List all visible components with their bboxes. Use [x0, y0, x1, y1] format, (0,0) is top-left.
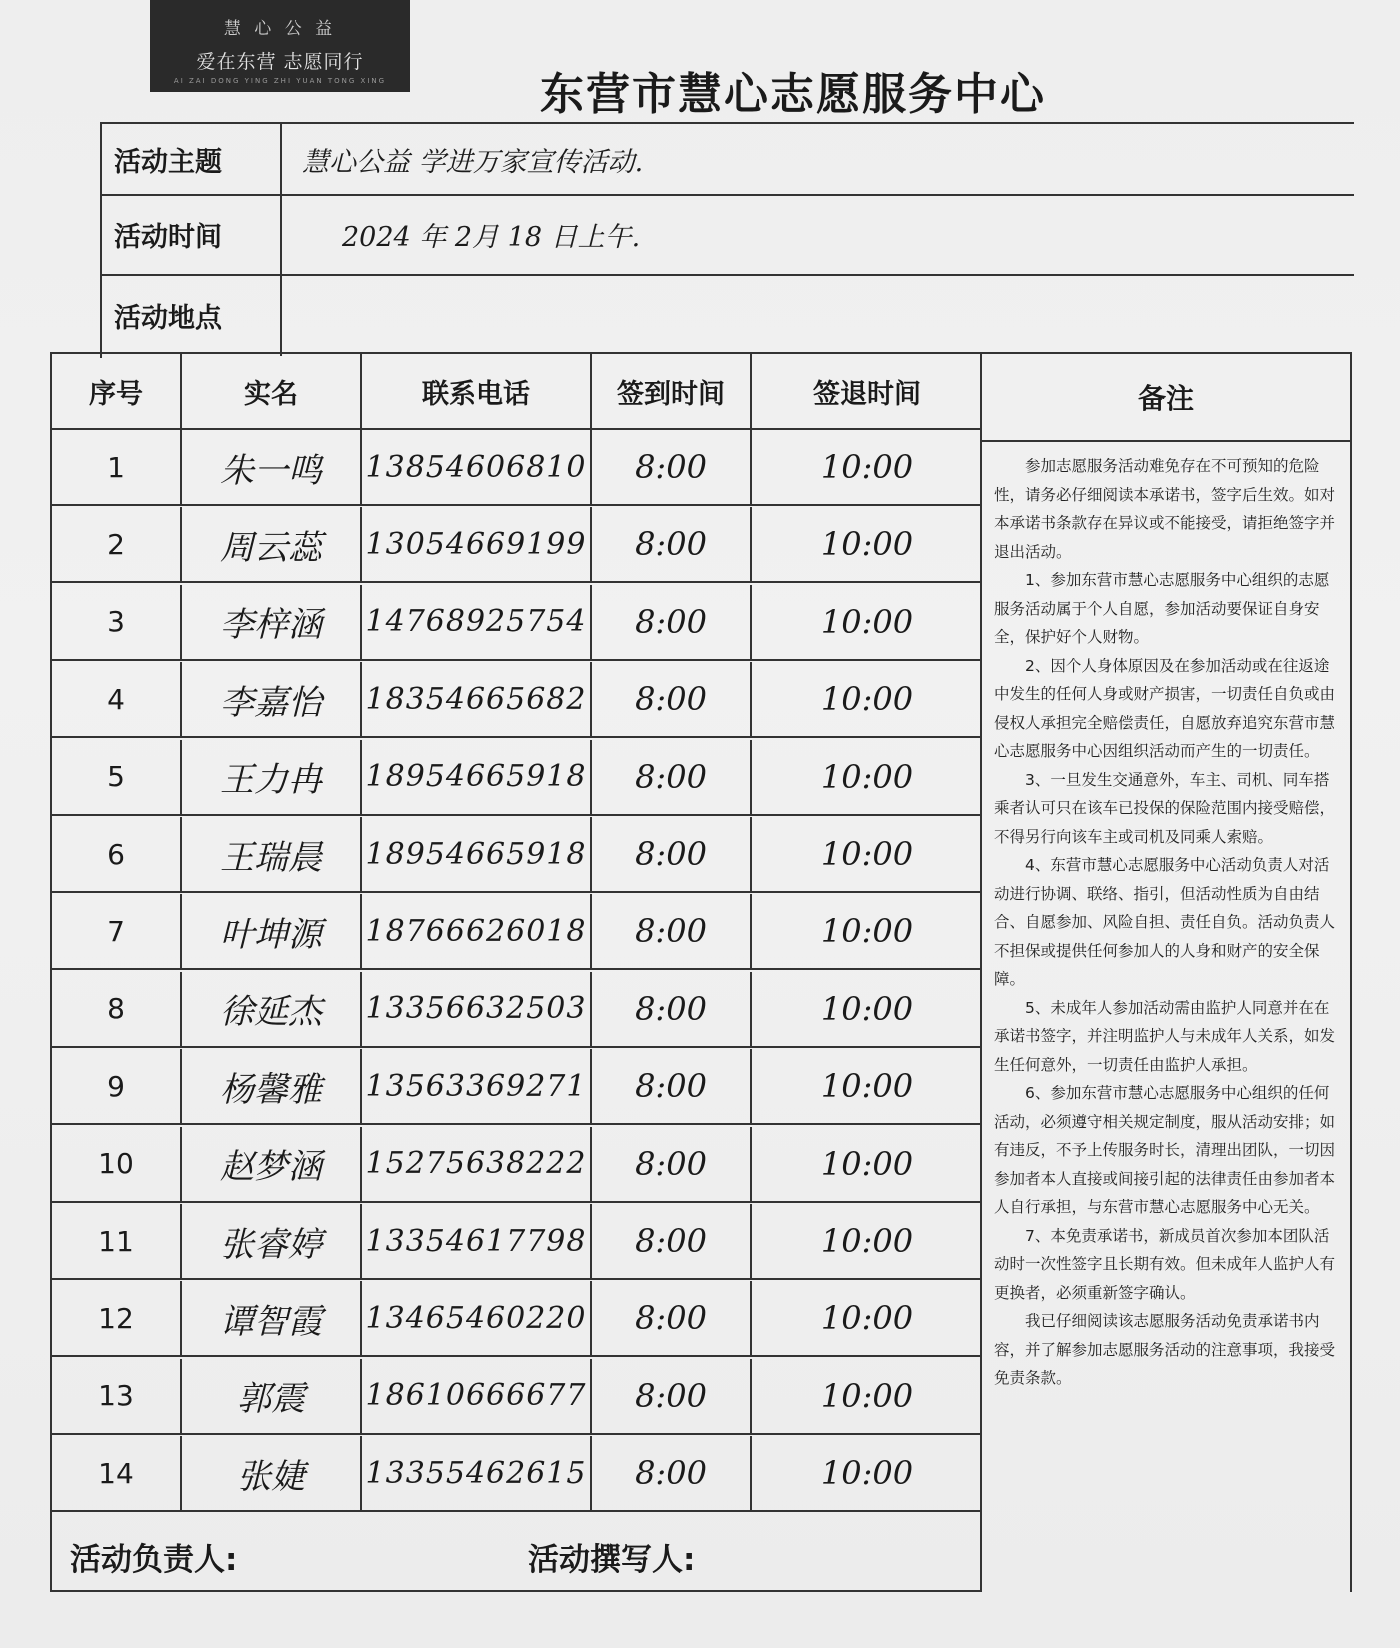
checkin-time: 8:00 — [592, 1127, 752, 1201]
table-row — [52, 894, 982, 970]
checkout-time: 10:00 — [820, 448, 914, 486]
checkout-time: 10:00 — [820, 680, 914, 719]
table-row — [52, 662, 982, 738]
volunteer-name: 徐延杰 — [182, 972, 362, 1046]
checkout-time: 10:00 — [820, 525, 914, 564]
theme-value: 慧心公益 学进万家宣传活动. — [302, 146, 644, 178]
checkout-time: 10:00 — [820, 1454, 914, 1493]
phone-number: 13054669199 — [362, 507, 592, 581]
table-row — [52, 1049, 982, 1125]
table-row — [52, 972, 982, 1048]
volunteer-name: 郭震 — [182, 1359, 362, 1433]
volunteer-name: 周云蕊 — [182, 507, 362, 581]
table-row — [52, 740, 982, 816]
phone-number: 18954665918 — [362, 817, 592, 891]
notes-paragraph: 1、参加东营市慧心志愿服务中心组织的志愿服务活动属于个人自愿，参加活动要保证自身安全，保护好个人财物。 — [994, 571, 1330, 646]
place-label: 活动地点 — [102, 274, 282, 356]
notes-column — [980, 352, 1352, 1592]
checkin-time: 8:00 — [592, 817, 752, 891]
volunteer-name: 王瑞晨 — [182, 817, 362, 891]
volunteer-table — [50, 352, 982, 1514]
writer-label: 活动撰写人: — [528, 1542, 696, 1578]
checkout-time: 10:00 — [820, 912, 914, 951]
row-number: 11 — [52, 1204, 182, 1278]
checkin-time: 8:00 — [592, 894, 752, 968]
time-row — [102, 194, 1354, 276]
notes-heading: 备注 — [982, 354, 1350, 442]
table-row — [52, 430, 982, 506]
table-row — [52, 507, 982, 583]
checkin-time: 8:00 — [592, 1049, 752, 1123]
checkout-time: 10:00 — [820, 1376, 914, 1415]
checkin-time: 8:00 — [592, 1359, 752, 1433]
checkout-time: 10:00 — [820, 1222, 914, 1260]
theme-label: 活动主题 — [102, 124, 282, 194]
place-row — [102, 274, 1354, 356]
row-number: 4 — [52, 662, 182, 736]
row-number: 3 — [52, 585, 182, 659]
document-title: 东营市慧心志愿服务中心 — [540, 69, 1046, 120]
checkout-time: 10:00 — [820, 835, 914, 873]
checkin-time: 8:00 — [592, 430, 752, 504]
theme-row — [102, 124, 1354, 196]
signature-footer — [50, 1512, 980, 1592]
row-number: 5 — [52, 740, 182, 814]
notes-paragraph: 4、东营市慧心志愿服务中心活动负责人对活动进行协调、联络、指引，但活动性质为自由结合、自愿参加、风险自担、责任自负。活动负责人不担保或提供任何参加人的人身和财产的安全保障。 — [994, 856, 1336, 988]
phone-number: 18354665682 — [362, 662, 592, 736]
row-number: 1 — [52, 430, 182, 504]
checkout-time: 10:00 — [820, 757, 914, 796]
time-label: 活动时间 — [102, 194, 282, 274]
leader-label: 活动负责人: — [70, 1542, 238, 1578]
table-row — [52, 1359, 982, 1435]
col-header-checkin: 签到时间 — [592, 354, 752, 430]
logo-line-2: 爱在东营 志愿同行 — [196, 51, 364, 73]
phone-number: 13356632503 — [362, 972, 592, 1046]
activity-info-grid — [100, 122, 1354, 358]
row-number: 2 — [52, 507, 182, 581]
volunteer-name: 李梓涵 — [182, 585, 362, 659]
col-header-phone: 联系电话 — [362, 354, 592, 430]
phone-number: 18610666677 — [362, 1359, 592, 1433]
notes-paragraph: 我已仔细阅读该志愿服务活动免责承诺书内容，并了解参加志愿服务活动的注意事项，我接受免责条款。 — [994, 1312, 1336, 1387]
col-header-name: 实名 — [182, 354, 362, 430]
checkin-time: 8:00 — [592, 585, 752, 659]
volunteer-name: 叶坤源 — [182, 894, 362, 968]
volunteer-name: 张婕 — [182, 1436, 362, 1510]
notes-paragraph: 3、一旦发生交通意外，车主、司机、同车搭乘者认可只在该车已投保的保险范围内接受赔偿，不得另行向该车主或司机及同乘人索赔。 — [994, 770, 1336, 846]
table-row — [52, 1281, 982, 1357]
row-number: 10 — [52, 1127, 182, 1201]
checkout-time: 10:00 — [820, 1299, 914, 1338]
checkin-time: 8:00 — [592, 507, 752, 581]
phone-number: 14768925754 — [362, 585, 592, 659]
checkout-time: 10:00 — [820, 989, 914, 1028]
notes-paragraph: 2、因个人身体原因及在参加活动或在往返途中发生的任何人身或财产损害，一切责任自负或由侵权人承担完全赔偿责任，自愿放弃追究东营市慧心志愿服务中心因组织活动而产生的一切责任。 — [994, 656, 1336, 760]
disclaimer-text — [982, 442, 1350, 1393]
notes-paragraph: 6、参加东营市慧心志愿服务中心组织的任何活动，必须遵守相关规定制度，服从活动安排；如有违反，不予上传服务时长，清理出团队，一切因参加者本人直接或间接引起的法律责任由参加者本人自行承担，与东营市慧心志愿服务中心无关。 — [994, 1084, 1336, 1216]
row-number: 6 — [52, 817, 182, 891]
checkin-time: 8:00 — [592, 662, 752, 736]
notes-paragraph: 5、未成年人参加活动需由监护人同意并在在承诺书签字，并注明监护人与未成年人关系，如发生任何意外，一切责任由监护人承担。 — [994, 998, 1336, 1074]
table-row — [52, 817, 982, 893]
row-number: 14 — [52, 1436, 182, 1510]
checkin-time: 8:00 — [592, 1281, 752, 1355]
volunteer-name: 李嘉怡 — [182, 662, 362, 736]
table-row — [52, 585, 982, 661]
phone-number: 13354617798 — [362, 1204, 592, 1278]
volunteer-name: 杨馨雅 — [182, 1049, 362, 1123]
checkin-time: 8:00 — [592, 1436, 752, 1510]
row-number: 7 — [52, 894, 182, 968]
checkin-time: 8:00 — [592, 972, 752, 1046]
volunteer-name: 赵梦涵 — [182, 1127, 362, 1201]
phone-number: 13355462615 — [362, 1436, 592, 1510]
volunteer-name: 张睿婷 — [182, 1204, 362, 1278]
col-header-checkout: 签退时间 — [752, 354, 982, 430]
checkout-time: 10:00 — [820, 602, 914, 641]
phone-number: 13465460220 — [362, 1281, 592, 1355]
row-number: 8 — [52, 972, 182, 1046]
phone-number: 13563369271 — [362, 1049, 592, 1123]
row-number: 9 — [52, 1049, 182, 1123]
logo-line-1: 慧 心 公 益 — [223, 19, 337, 39]
table-row — [52, 1436, 982, 1512]
checkin-time: 8:00 — [592, 1204, 752, 1278]
organization-logo — [150, 0, 410, 92]
volunteer-name: 朱一鸣 — [182, 430, 362, 504]
table-row — [52, 1127, 982, 1203]
checkout-time: 10:00 — [820, 1144, 914, 1183]
phone-number: 13854606810 — [362, 430, 592, 504]
row-number: 13 — [52, 1359, 182, 1433]
logo-line-3: AI ZAI DONG YING ZHI YUAN TONG XING — [173, 77, 387, 85]
checkin-time: 8:00 — [592, 740, 752, 814]
phone-number: 15275638222 — [362, 1127, 592, 1201]
notes-paragraph: 参加志愿服务活动难免存在不可预知的危险性，请务必仔细阅读本承诺书，签字后生效。如对本承诺书条款存在异议或不能接受，请拒绝签字并退出活动。 — [994, 457, 1336, 561]
phone-number: 18766626018 — [362, 894, 592, 968]
col-header-no: 序号 — [52, 354, 182, 430]
phone-number: 18954665918 — [362, 740, 592, 814]
volunteer-name: 王力冉 — [182, 740, 362, 814]
notes-paragraph: 7、本免责承诺书，新成员首次参加本团队活动时一次性签字且长期有效。但未成年人监护人有更换者，必须重新签字确认。 — [994, 1226, 1336, 1302]
table-row — [52, 1204, 982, 1280]
checkout-time: 10:00 — [820, 1067, 914, 1106]
row-number: 12 — [52, 1281, 182, 1355]
volunteer-name: 谭智霞 — [182, 1281, 362, 1355]
time-value: 2024 年 2月 18 日上午. — [342, 221, 641, 253]
